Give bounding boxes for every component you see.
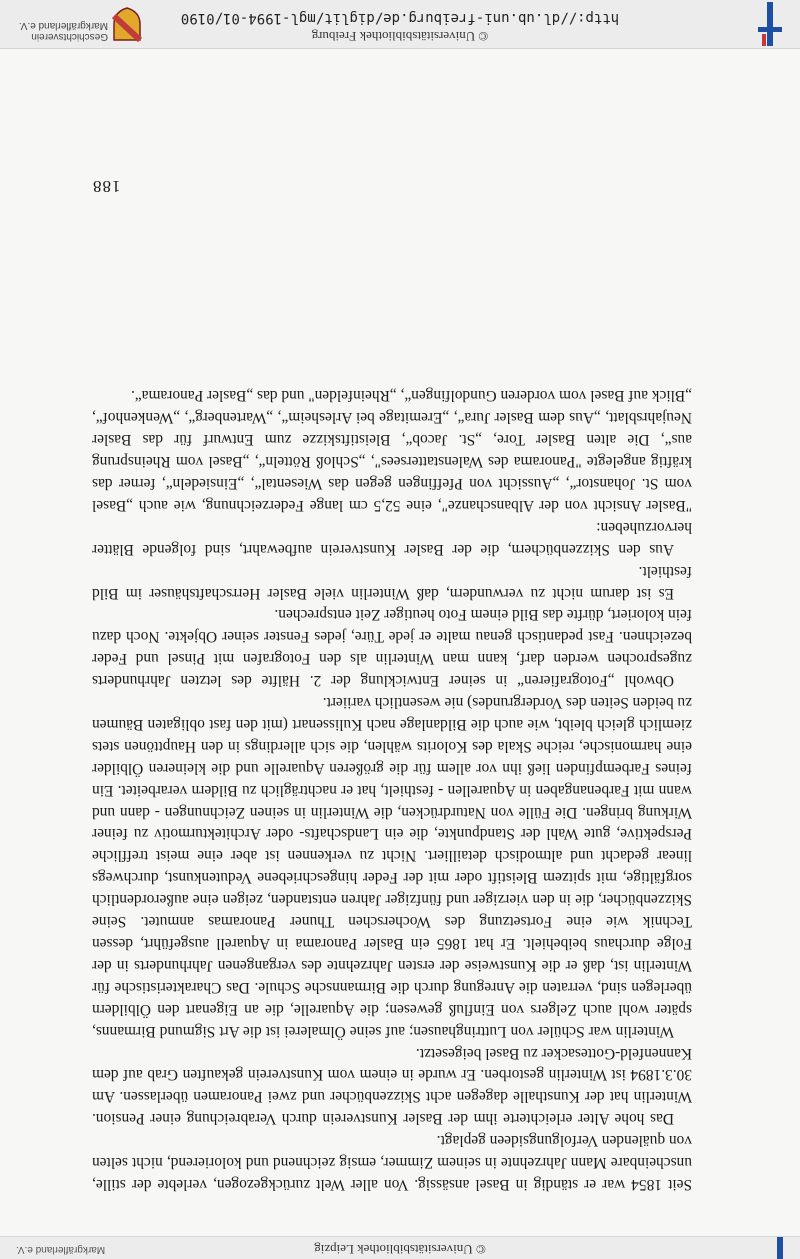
paragraph: Seit 1854 war er ständig in Basel ansässig. Von aller Welt zurückgezogen, verlebte der stille, unscheinbare Mann Jahrzehnte in seinem Zimmer, emsig zeichnend und kolorierend, nicht selten von quälenden Verfolgungsideen geplagt. [92,1132,692,1193]
paragraph: Das hohe Alter erleichterte ihm der Basler Kunstverein durch Verabreichung einer Pension. Winterlin hat der Kunsthalle dagegen acht Skizzenbücher und zwei Panoramen überlassen. Am 30.3.1894 ist Winterlin gestorben. Er wurde in einem vom Kunstverein gekauften Grab auf dem Kannenfeld-Gottesacker zu Basel beigesetzt. [92,1044,692,1128]
paragraph: "Basler Ansicht von der Albanschanze", eine 52,5 cm lange Federzeichnung, wie auch „Basel vom St. Johanstor“, „Aussicht von Pfeffingen gegen das Wiesental“, „Einsiedeln“, ferner das kräftig angelegte "Panorama des Walenstattersees", „Schloß Rötteln“, „Basel vom Rheinsprung aus“, Die alten Basler Tore, „St. Jacob“, Bleistiftskizze zum Entwurf für das Basler Neujahrsblatt, „Aus dem Basler Jura“, „Eremitage bei Arlesheim“, „Wartenberg“, „Wenkenhof“, „Blick auf Basel vom vorderen Gundolfingen“, „Rheinfelden" und das „Basler Panorama“. [92,387,692,514]
library-header [0,1236,800,1259]
library-credit: © Universitätsbibliothek Leipzig [314,1242,486,1257]
coat-of-arms-icon [112,6,142,42]
paragraph: Aus den Skizzenbüchern, die der Basler Kunstverein aufbewahrt, sind folgende Blätter hervorzuheben: [92,518,692,558]
page-body [92,384,692,1195]
library-footer [0,0,800,49]
paragraph: Obwohl „Fotografieren“ in seiner Entwicklung der 2. Hälfte des letzten Jahrhunderts zugesprochen werden darf, kann man Winterlin als den Fotografen mit Pinsel und Feder bezeichnen. Fast pedantisch genau malte er jede Türe, jedes Fenster seiner Objekte. Noch dazu fein koloriert, dürfte das Bild einem Foto heutiger Zeit entsprechen. [92,606,692,690]
copyright-notice: © Universitätsbibliothek Freiburg [311,29,489,44]
paragraph: Winterlin war Schüler von Luttringhausen; auf seine Ölmalerei ist die Art Sigmund Birmanns, später wohl auch Zelgers von Einfluß gewesen; die Aquarelle, die an Eigenart den Ölbildern überlegen sind, verraten die Anregung durch die Birmannsche Schule. Das Charakteristische für Winterlin ist, daß er die Kunstweise der ersten Jahrzehnte des vergangenen Jahrhunderts in der Folge durchaus beibehielt. Er hat 1865 ein Basler Panorama in Aquarell ausgeführt, dessen Technik wie eine Fortsetzung des Wocherschen Thuner Panoramas anmutet. Seine Skizzenbücher, die in den vierziger und fünfziger Jahren entstanden, zeigen eine außerordentlich sorgfältige, mit spitzem Bleistift oder mit der Feder hingeschriebene Vedutenkunst, durchwegs linear gedacht und altmodisch detailliert. Nicht zu verkennen ist aber eine meist treffliche Perspektive, gute Wahl der Standpunkte, die ein Landschafts- oder Architekturmotiv zu feiner Wirkung bringen. Die Fülle von Naturdrücken, die Winterlin in seinen Zeichnungen - dann und wann mit Farbenangaben in Aquarellen - festhielt, hat er nachträglich zu Bildern verarbeitet. Ein feines Farbempfinden ließ ihn vor allem für die größeren Aquarelle und die kleineren Ölbilder eine harmonische, reiche Skala des Kolorits wählen, die sich allerdings in den Haupttönen stets ziemlich gleich bleibt, wie auch die Bildanlage nach Kulissenart (mit den fast obligaten Bäumen zu beiden Seiten des Vordergrundes) nie wesentlich variiert. [92,694,692,1040]
society-name: Geschichtsverein Markgräflerland e.V. [18,20,108,42]
paragraph: Es ist darum nicht zu verwundern, daß Winterlin viele Basler Herrschaftshäuser im Bild festhielt. [92,562,692,602]
permalink-url[interactable]: http://dl.ub.uni-freiburg.de/diglit/mgl-1994-01/0190 [180,10,620,26]
society-name-top: Markgräflerland e.V. [16,1244,106,1255]
page-number: 188 [92,177,121,196]
